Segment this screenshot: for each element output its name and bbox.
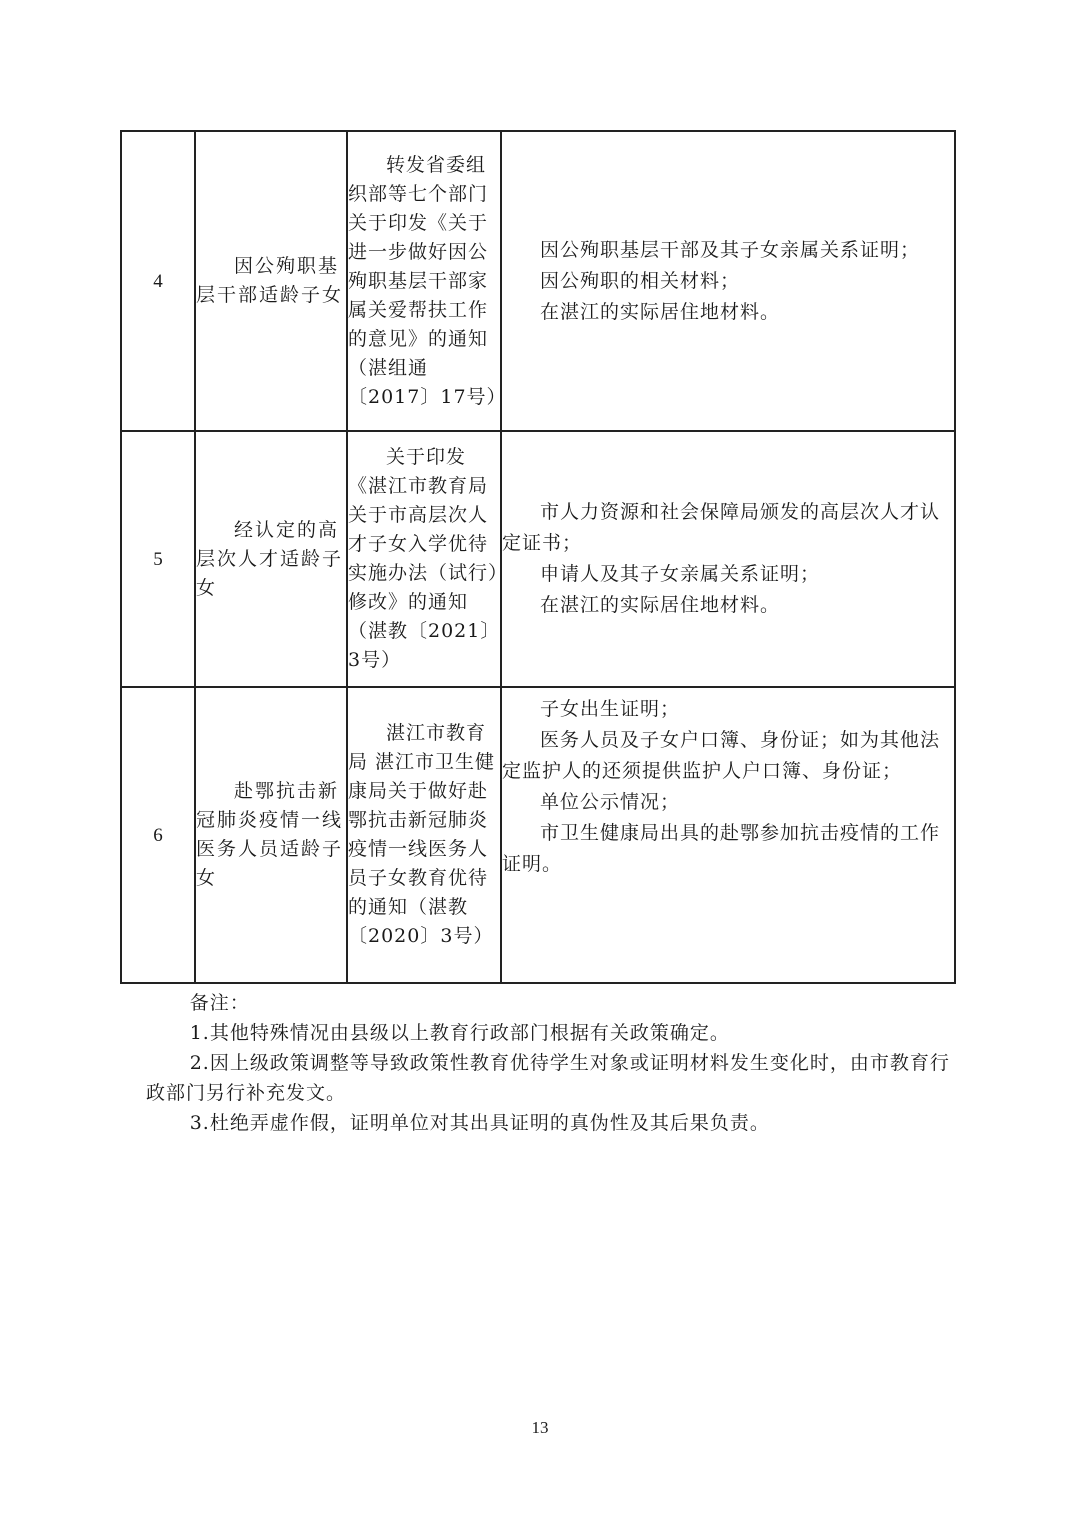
eligible-object-cell bbox=[195, 131, 347, 431]
material-item: 在湛江的实际居住地材料。 bbox=[540, 300, 781, 323]
note-item: 3.杜绝弄虚作假，证明单位对其出具证明的真伪性及其后果负责。 bbox=[189, 1112, 770, 1134]
notes-title: 备注： bbox=[189, 992, 250, 1014]
row-number: 6 bbox=[121, 687, 195, 983]
note-item: 1.其他特殊情况由县级以上教育行政部门根据有关政策确定。 bbox=[189, 1022, 730, 1044]
eligible-object-cell bbox=[195, 687, 347, 983]
eligible-object-cell bbox=[195, 431, 347, 687]
material-item: 在湛江的实际居住地材料。 bbox=[540, 594, 781, 616]
eligible-object-text: 因公殉职基层干部适龄子女 bbox=[196, 255, 344, 306]
material-item: 因公殉职的相关材料； bbox=[540, 269, 741, 292]
policy-basis-cell bbox=[347, 431, 501, 687]
material-item: 市人力资源和社会保障局颁发的高层次人才认定证书； bbox=[502, 501, 941, 554]
policy-basis-cell bbox=[347, 131, 507, 431]
material-item: 医务人员及子女户口簿、身份证；如为其他法定监护人的还须提供监护人户口簿、身份证； bbox=[502, 729, 941, 782]
policy-basis-text: 关于印发《湛江市教育局关于市高层次人才子女入学优待实施办法（试行）修改》的通知（湛教〔2021〕3号） bbox=[348, 446, 499, 671]
materials-cell bbox=[501, 131, 955, 431]
table-row bbox=[121, 687, 955, 983]
note-item: 2.因上级政策调整等导致政策性教育优待学生对象或证明材料发生变化时，由市教育行政部门另行补充发文。 bbox=[146, 1052, 950, 1104]
policy-basis-cell bbox=[347, 687, 501, 983]
material-item: 子女出生证明； bbox=[540, 698, 681, 720]
policy-basis-text: 转发省委组织部等七个部门关于印发《关于进一步做好因公殉职基层干部家属关爱帮扶工作的意见》的通知（湛组通〔2017〕17号） bbox=[348, 153, 507, 408]
policy-basis-text: 湛江市教育局 湛江市卫生健康局关于做好赴鄂抗击新冠肺炎疫情一线医务人员子女教育优待的通知（湛教〔2020〕3号） bbox=[348, 722, 496, 947]
material-item: 申请人及其子女亲属关系证明； bbox=[540, 563, 821, 585]
table-row bbox=[121, 131, 955, 431]
eligible-object-text: 赴鄂抗击新冠肺炎疫情一线医务人员适龄子女 bbox=[196, 780, 344, 889]
page-number: 13 bbox=[531, 1418, 549, 1437]
table-row bbox=[121, 431, 955, 687]
material-item: 因公殉职基层干部及其子女亲属关系证明； bbox=[540, 238, 921, 261]
material-item: 单位公示情况； bbox=[540, 791, 681, 813]
notes-section bbox=[146, 988, 966, 1138]
eligible-object-text: 经认定的高层次人才适龄子女 bbox=[196, 518, 344, 599]
material-item: 市卫生健康局出具的赴鄂参加抗击疫情的工作证明。 bbox=[502, 822, 941, 875]
row-number: 4 bbox=[121, 131, 195, 431]
eligibility-table bbox=[120, 130, 956, 984]
materials-cell bbox=[501, 687, 955, 983]
materials-cell bbox=[501, 431, 955, 687]
row-number: 5 bbox=[121, 431, 195, 687]
